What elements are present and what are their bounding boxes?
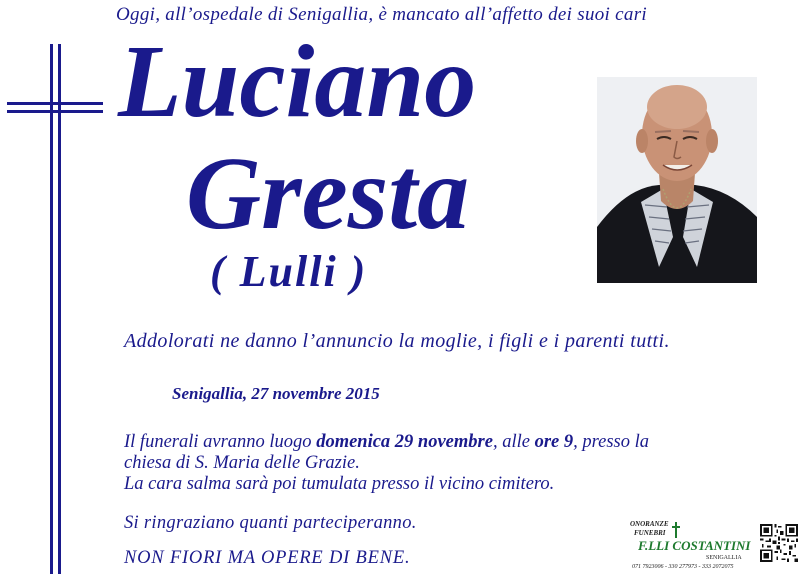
deceased-first-name: Luciano: [118, 24, 477, 139]
logo-brand: F.LLI COSTANTINI: [638, 538, 751, 553]
deceased-photo: [597, 77, 757, 283]
qr-code-icon: [760, 524, 798, 562]
funeral-text: , alle: [492, 432, 535, 452]
cross-vertical-bar: [50, 44, 53, 574]
logo-city: SENIGALLIA: [706, 555, 742, 561]
funeral-text: , presso la: [573, 432, 650, 452]
funeral-line-2: chiesa di S. Maria delle Grazie.: [124, 453, 360, 473]
logo-label-onoranze: ONORANZE: [630, 520, 669, 528]
deceased-last-name: Gresta: [186, 136, 470, 251]
cross-horizontal-bar: [7, 110, 103, 113]
funeral-text: Il funerali avranno luogo: [124, 432, 317, 452]
thanks-text: Si ringraziano quanti parteciperanno.: [124, 513, 417, 533]
funeral-details: [124, 432, 774, 495]
funeral-line-3: La cara salma sarà poi tumulata presso il vicino cimitero.: [124, 474, 555, 494]
cross-horizontal-bar: [7, 102, 103, 105]
cross-logo-icon: [672, 522, 680, 538]
cross-vertical-bar: [58, 44, 61, 574]
funeral-date: domenica 29 novembre: [316, 432, 493, 452]
date-line: Senigallia, 27 novembre 2015: [172, 384, 380, 403]
deceased-nickname: ( Lulli ): [210, 247, 368, 296]
announcement-text: Addolorati ne danno l’annuncio la moglie, i figli e i parenti tutti.: [124, 330, 670, 352]
logo-label-funebri: FUNEBRI: [634, 529, 666, 537]
funeral-time: ore 9: [534, 432, 574, 452]
portrait-image: [597, 77, 757, 283]
logo-phones: 071 7923006 - 330 277973 - 333 2072075: [632, 564, 734, 570]
funeral-home-logo: [628, 518, 756, 576]
funeral-line-1: [124, 432, 774, 453]
intro-text: Oggi, all’ospedale di Senigallia, è mancato all’affetto dei suoi cari: [116, 4, 647, 25]
no-flowers-text: NON FIORI MA OPERE DI BENE.: [124, 548, 411, 568]
